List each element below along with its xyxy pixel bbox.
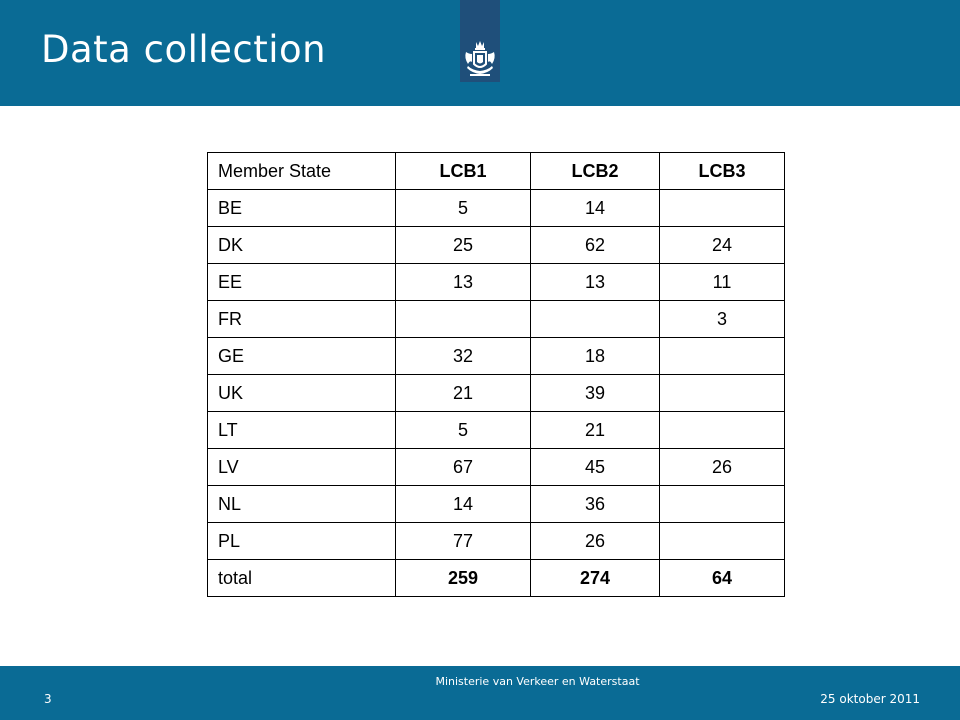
- table-cell: PL: [208, 523, 396, 560]
- table-cell: 14: [531, 190, 660, 227]
- table-row: [208, 227, 785, 264]
- table-cell: NL: [208, 486, 396, 523]
- header-cell: LCB3: [660, 153, 785, 190]
- table-cell: 45: [531, 449, 660, 486]
- table-row: [208, 338, 785, 375]
- slide-date: 25 oktober 2011: [820, 692, 920, 706]
- table-cell: 18: [531, 338, 660, 375]
- table-cell: [660, 486, 785, 523]
- table-cell: 13: [531, 264, 660, 301]
- total-label: total: [208, 560, 396, 597]
- footer-organization: Ministerie van Verkeer en Waterstaat: [435, 675, 640, 688]
- table-cell: 21: [531, 412, 660, 449]
- table-cell: [660, 375, 785, 412]
- table-cell: [660, 412, 785, 449]
- table-cell: 21: [396, 375, 531, 412]
- total-cell: 64: [660, 560, 785, 597]
- header-cell: LCB1: [396, 153, 531, 190]
- table-cell: [660, 523, 785, 560]
- table-cell: 39: [531, 375, 660, 412]
- table-cell: 5: [396, 190, 531, 227]
- table-cell: 14: [396, 486, 531, 523]
- table-cell: BE: [208, 190, 396, 227]
- table-cell: GE: [208, 338, 396, 375]
- table-row: [208, 523, 785, 560]
- table-cell: 62: [531, 227, 660, 264]
- table-row: [208, 301, 785, 338]
- table-cell: LV: [208, 449, 396, 486]
- table-cell: 25: [396, 227, 531, 264]
- total-cell: 259: [396, 560, 531, 597]
- table-cell: 3: [660, 301, 785, 338]
- data-table: [207, 152, 785, 597]
- table-row: [208, 375, 785, 412]
- table-cell: 32: [396, 338, 531, 375]
- table-cell: [660, 190, 785, 227]
- header-cell: LCB2: [531, 153, 660, 190]
- table-row: [208, 449, 785, 486]
- table-cell: 26: [531, 523, 660, 560]
- table-cell: EE: [208, 264, 396, 301]
- table-row: [208, 190, 785, 227]
- table-cell: 11: [660, 264, 785, 301]
- table-cell: 67: [396, 449, 531, 486]
- page-number: 3: [44, 692, 52, 706]
- table-cell: 77: [396, 523, 531, 560]
- table-cell: DK: [208, 227, 396, 264]
- table-cell: 5: [396, 412, 531, 449]
- table-cell: 13: [396, 264, 531, 301]
- table-header-row: [208, 153, 785, 190]
- table-cell: [531, 301, 660, 338]
- slide-title: Data collection: [41, 28, 327, 71]
- coat-of-arms-icon: [462, 40, 498, 78]
- table-cell: [660, 338, 785, 375]
- table-cell: UK: [208, 375, 396, 412]
- table-cell: 36: [531, 486, 660, 523]
- table-row: [208, 264, 785, 301]
- table-cell: FR: [208, 301, 396, 338]
- table-cell: LT: [208, 412, 396, 449]
- header-cell: Member State: [208, 153, 396, 190]
- table-total-row: [208, 560, 785, 597]
- table-cell: 26: [660, 449, 785, 486]
- table-cell: 24: [660, 227, 785, 264]
- total-cell: 274: [531, 560, 660, 597]
- table-row: [208, 486, 785, 523]
- table-row: [208, 412, 785, 449]
- table-cell: [396, 301, 531, 338]
